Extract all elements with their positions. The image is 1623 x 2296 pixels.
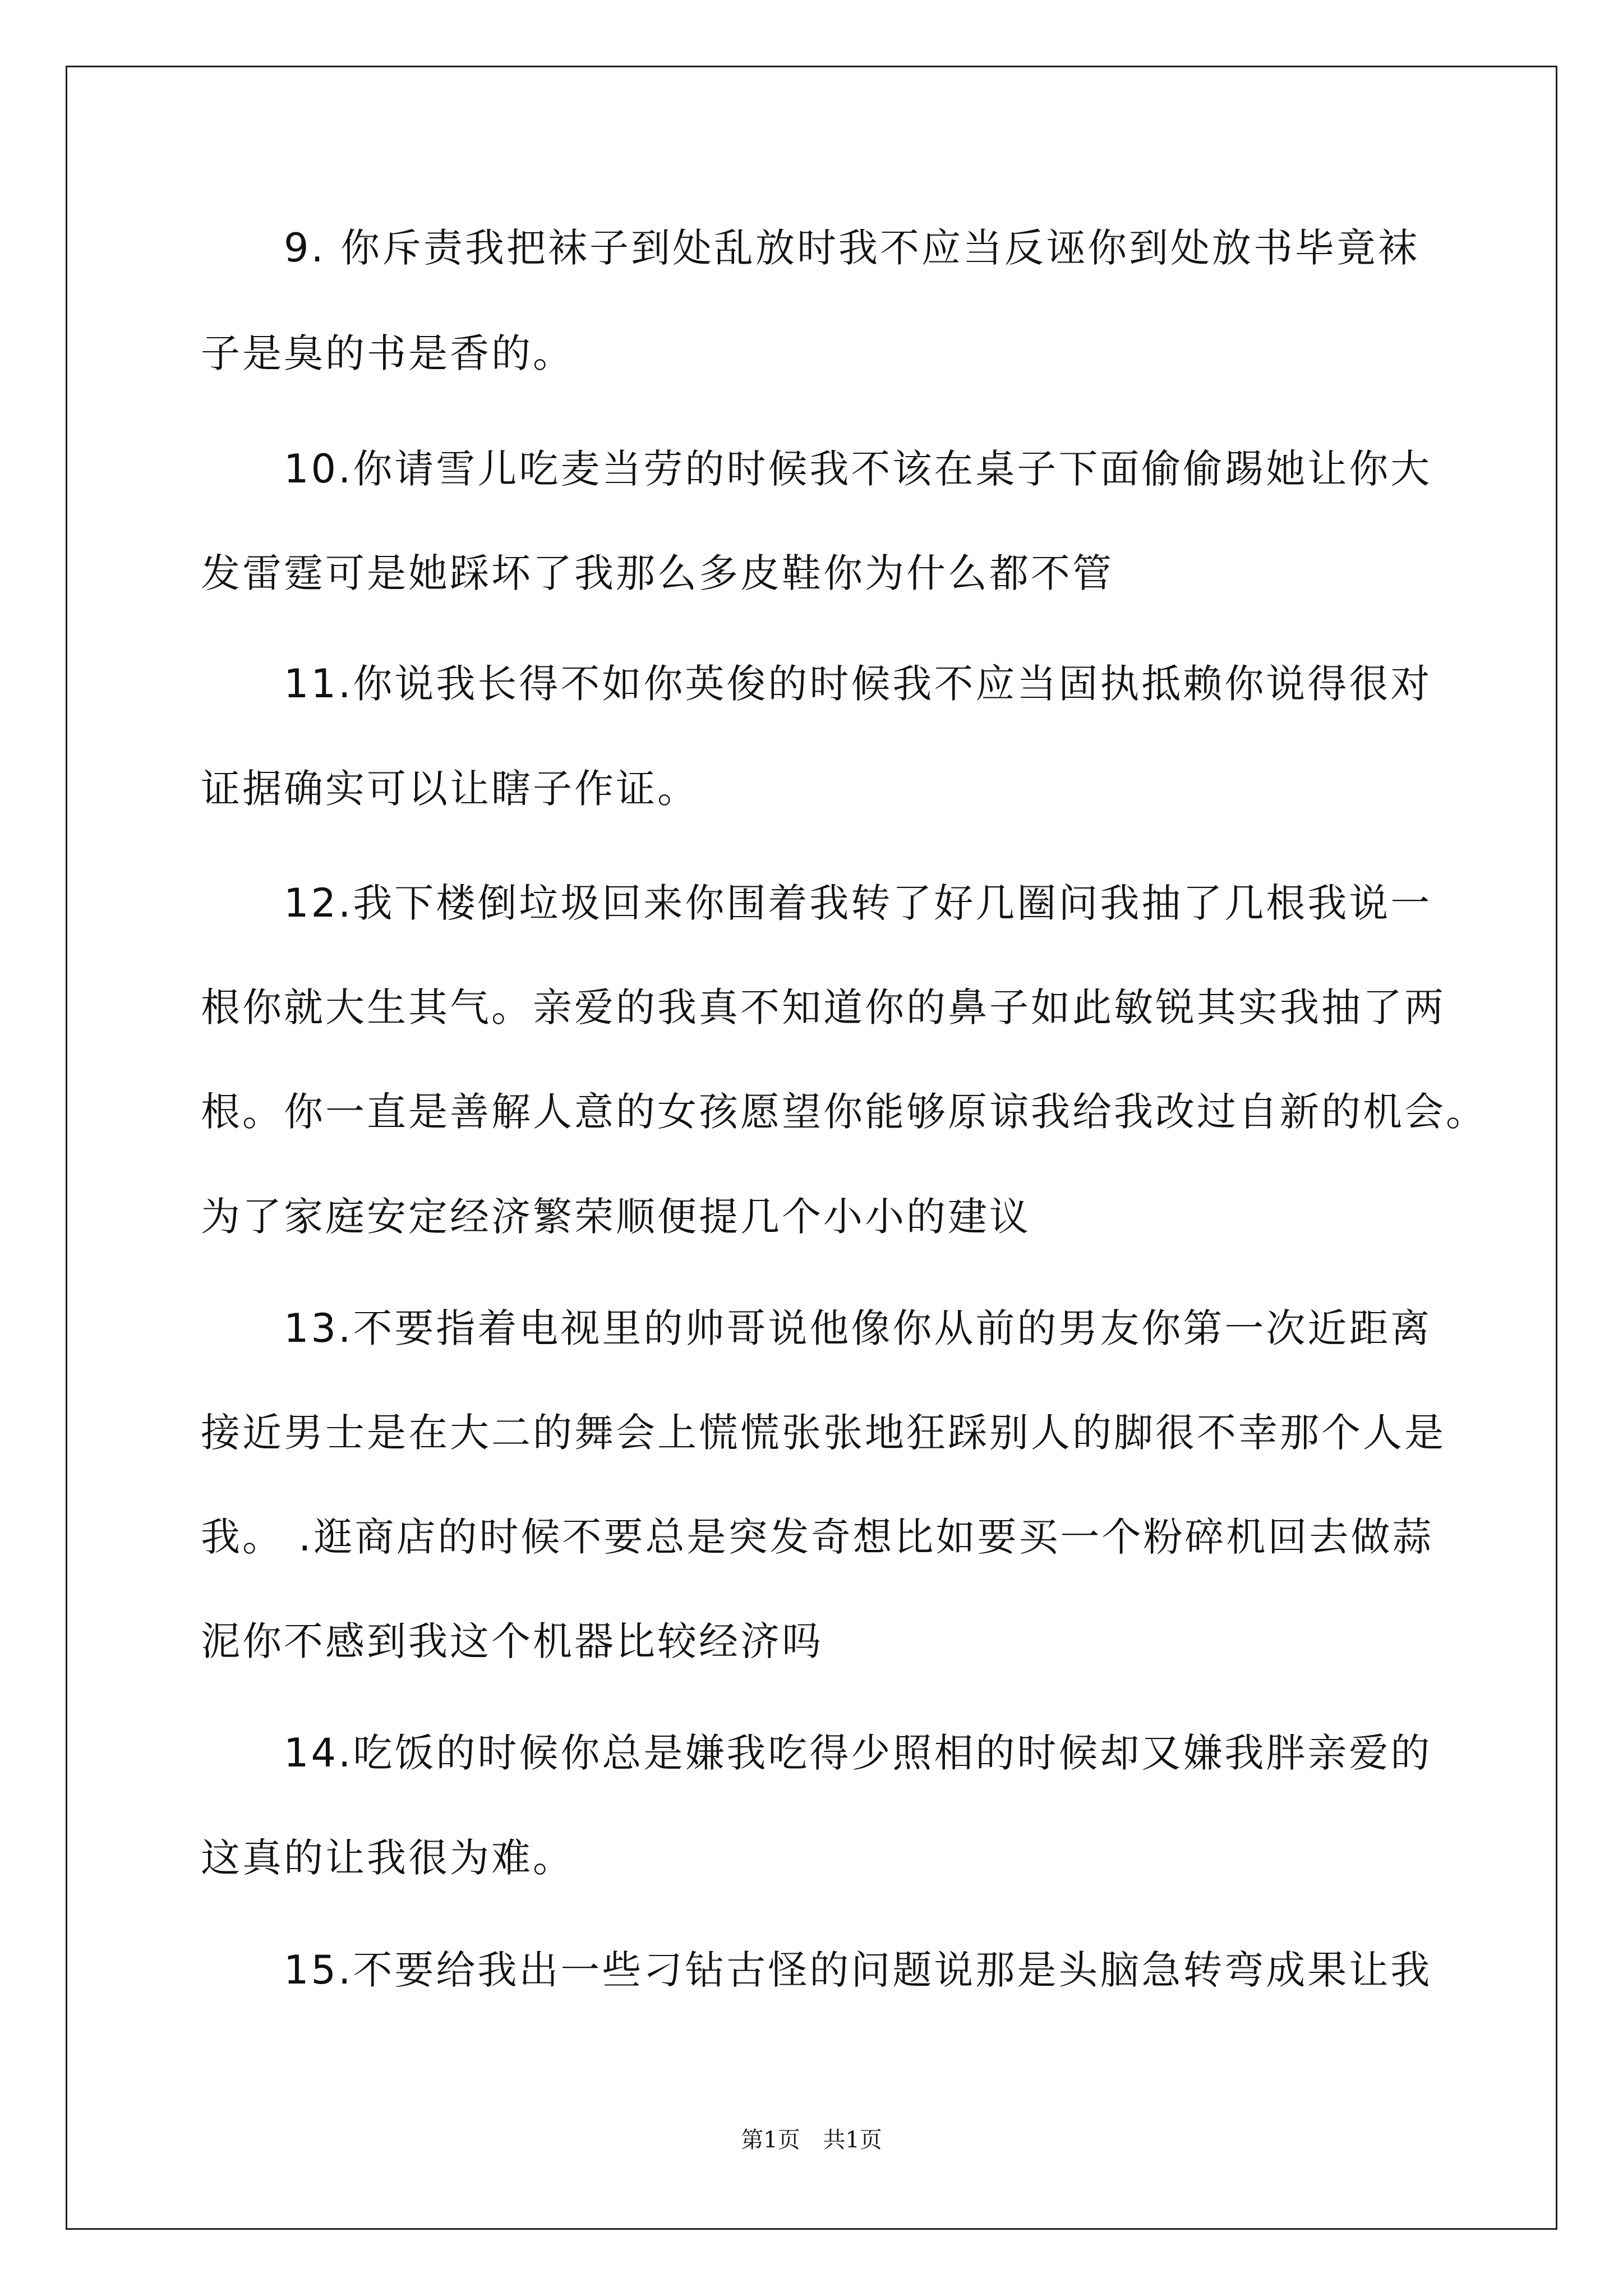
text-line: 10.你请雪儿吃麦当劳的时候我不该在桌子下面偷偷踢她让你大 (201, 446, 1432, 492)
text-line: 证据确实可以让瞎子作证。 (201, 766, 699, 812)
text-line: 根你就大生其气。亲爱的我真不知道你的鼻子如此敏锐其实我抽了两 (201, 984, 1446, 1030)
page-number: 第1页 (741, 2127, 800, 2153)
text-line: 这真的让我很为难。 (201, 1835, 574, 1881)
text-line: 11.你说我长得不如你英俊的时候我不应当固执抵赖你说得很对 (201, 661, 1432, 707)
text-line: 为了家庭安定经济繁荣顺便提几个小小的建议 (201, 1194, 1031, 1240)
text-line: 发雷霆可是她踩坏了我那么多皮鞋你为什么都不管 (201, 550, 1114, 596)
page-total: 共1页 (823, 2127, 882, 2153)
text-line: 我。 .逛商店的时候不要总是突发奇想比如要买一个粉碎机回去做蒜 (201, 1514, 1434, 1560)
text-line: 14.吃饭的时候你总是嫌我吃得少照相的时候却又嫌我胖亲爱的 (201, 1730, 1432, 1776)
text-line: 接近男士是在大二的舞会上慌慌张张地狂踩别人的脚很不幸那个人是 (201, 1410, 1446, 1456)
text-line: 9. 你斥责我把袜子到处乱放时我不应当反诬你到处放书毕竟袜 (201, 225, 1420, 271)
text-line: 子是臭的书是香的。 (201, 330, 574, 376)
text-line: 根。你一直是善解人意的女孩愿望你能够原谅我给我改过自新的机会。 (201, 1089, 1487, 1135)
text-line: 泥你不感到我这个机器比较经济吗 (201, 1618, 823, 1664)
text-line: 12.我下楼倒垃圾回来你围着我转了好几圈问我抽了几根我说一 (201, 880, 1432, 926)
page-border (66, 66, 1557, 2230)
page-footer (0, 2126, 1623, 2154)
text-line: 13.不要指着电视里的帅哥说他像你从前的男友你第一次近距离 (201, 1305, 1432, 1351)
text-line: 15.不要给我出一些刁钻古怪的问题说那是头脑急转弯成果让我 (201, 1947, 1432, 1993)
